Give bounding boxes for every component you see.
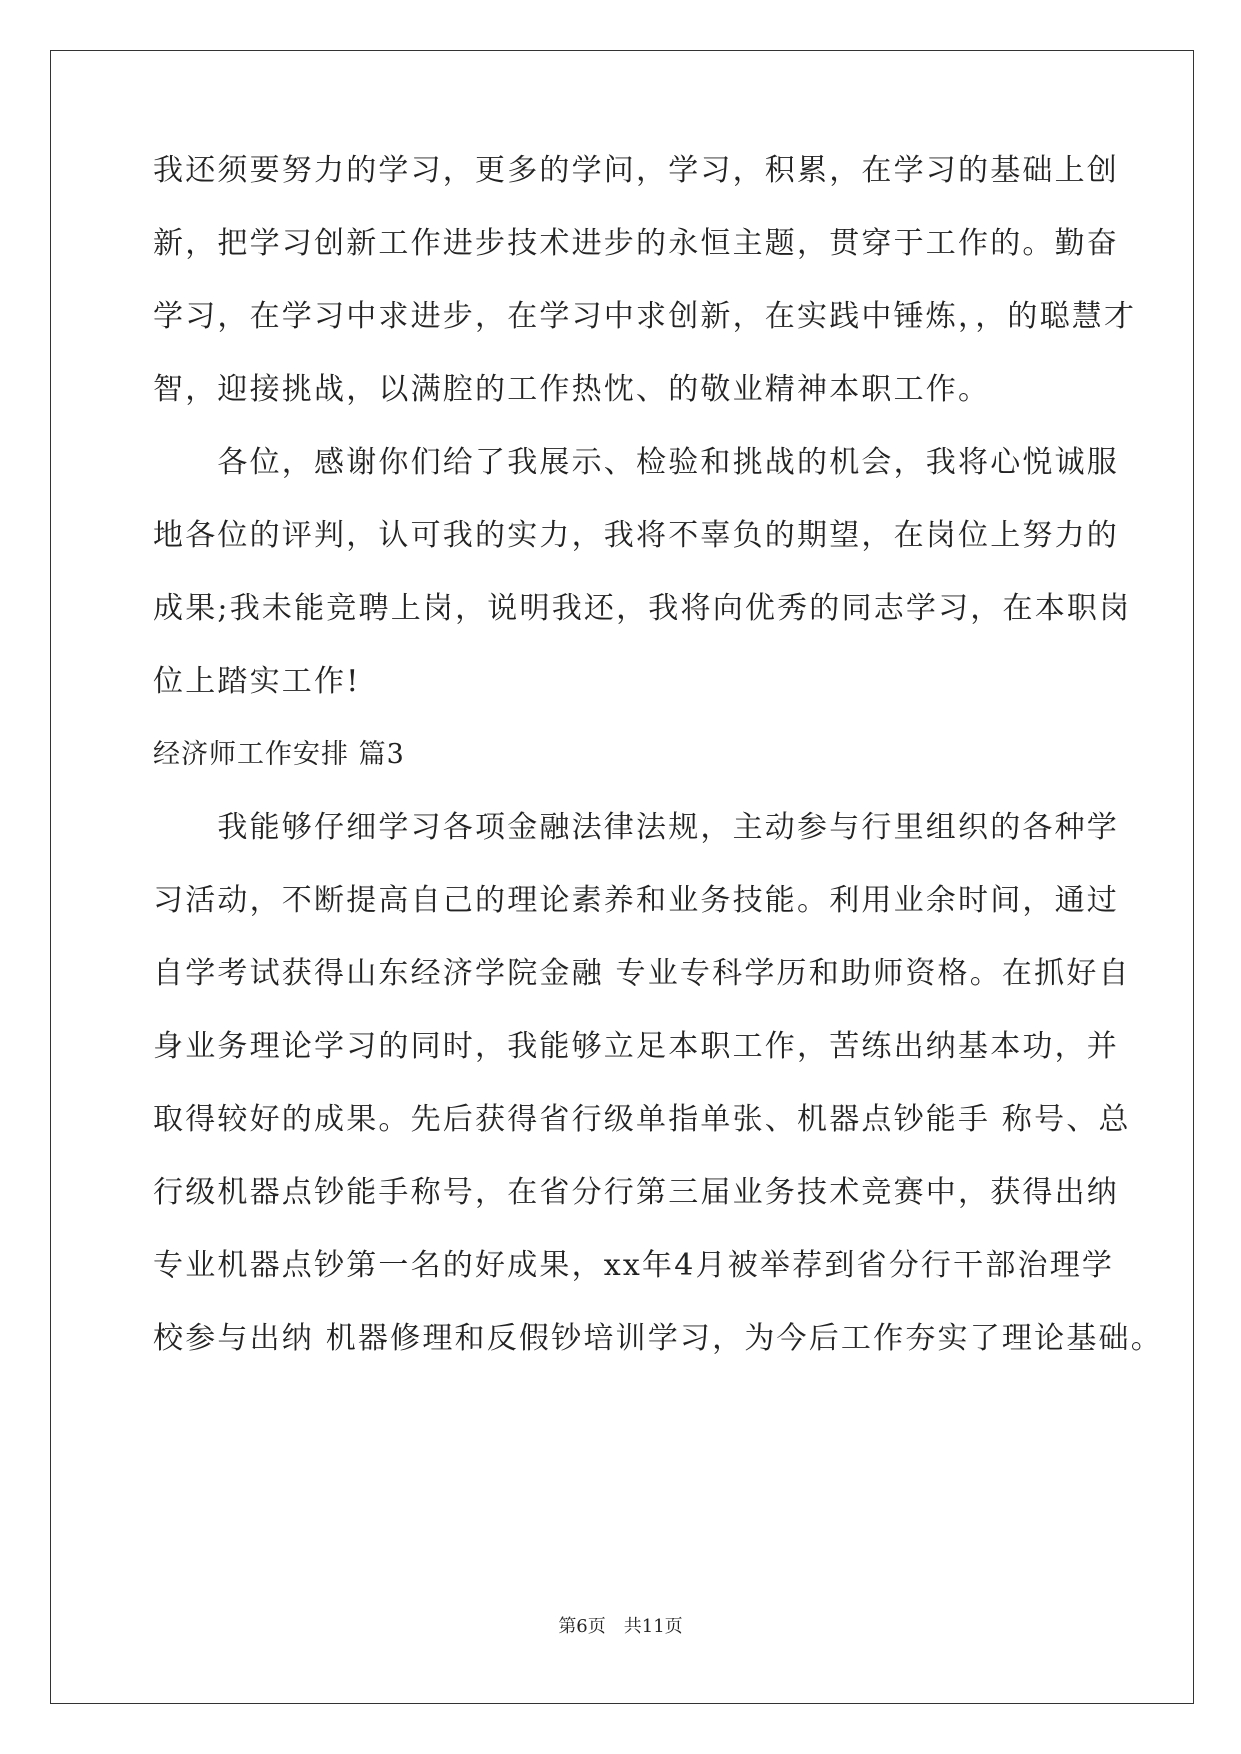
text-line: 自学考试获得山东经济学院金融 专业专科学历和助师资格。在抓好自 xyxy=(153,956,1131,991)
text-line: 我还须要努力的学习，更多的学问，学习，积累，在学习的基础上创 xyxy=(153,153,1119,188)
text-line: 习活动，不断提高自己的理论素养和业务技能。利用业余时间，通过 xyxy=(153,883,1119,918)
text-line: 位上踏实工作! xyxy=(153,664,361,699)
page-footer: 第6页 共11页 xyxy=(558,1616,683,1637)
text-line: 取得较好的成果。先后获得省行级单指单张、机器点钞能手 称号、总 xyxy=(153,1102,1131,1137)
text-line: 我能够仔细学习各项金融法律法规，主动参与行里组织的各种学 xyxy=(153,810,1119,845)
text-line: 学习，在学习中求进步，在学习中求创新，在实践中锤炼，，的聪慧才 xyxy=(153,299,1137,334)
text-line: 成果;我未能竞聘上岗，说明我还，我将向优秀的同志学习，在本职岗 xyxy=(153,591,1132,626)
text-line: 行级机器点钞能手称号，在省分行第三届业务技术竞赛中，获得出纳 xyxy=(153,1175,1119,1210)
text-line: 身业务理论学习的同时，我能够立足本职工作，苦练出纳基本功，并 xyxy=(153,1029,1119,1064)
text-line: 新，把学习创新工作进步技术进步的永恒主题，贯穿于工作的。勤奋 xyxy=(153,226,1119,261)
text-line: 地各位的评判，认可我的实力，我将不辜负的期望，在岗位上努力的 xyxy=(153,518,1119,553)
text-line: 智，迎接挑战，以满腔的工作热忱、的敬业精神本职工作。 xyxy=(153,372,991,407)
section-heading: 经济师工作安排 篇3 xyxy=(153,739,405,770)
text-line: 校参与出纳 机器修理和反假钞培训学习，为今后工作夯实了理论基础。 xyxy=(153,1321,1163,1356)
text-line: 专业机器点钞第一名的好成果，xx年4月被举荐到省分行干部治理学 xyxy=(153,1248,1115,1283)
text-line: 各位，感谢你们给了我展示、检验和挑战的机会，我将心悦诚服 xyxy=(153,445,1119,480)
